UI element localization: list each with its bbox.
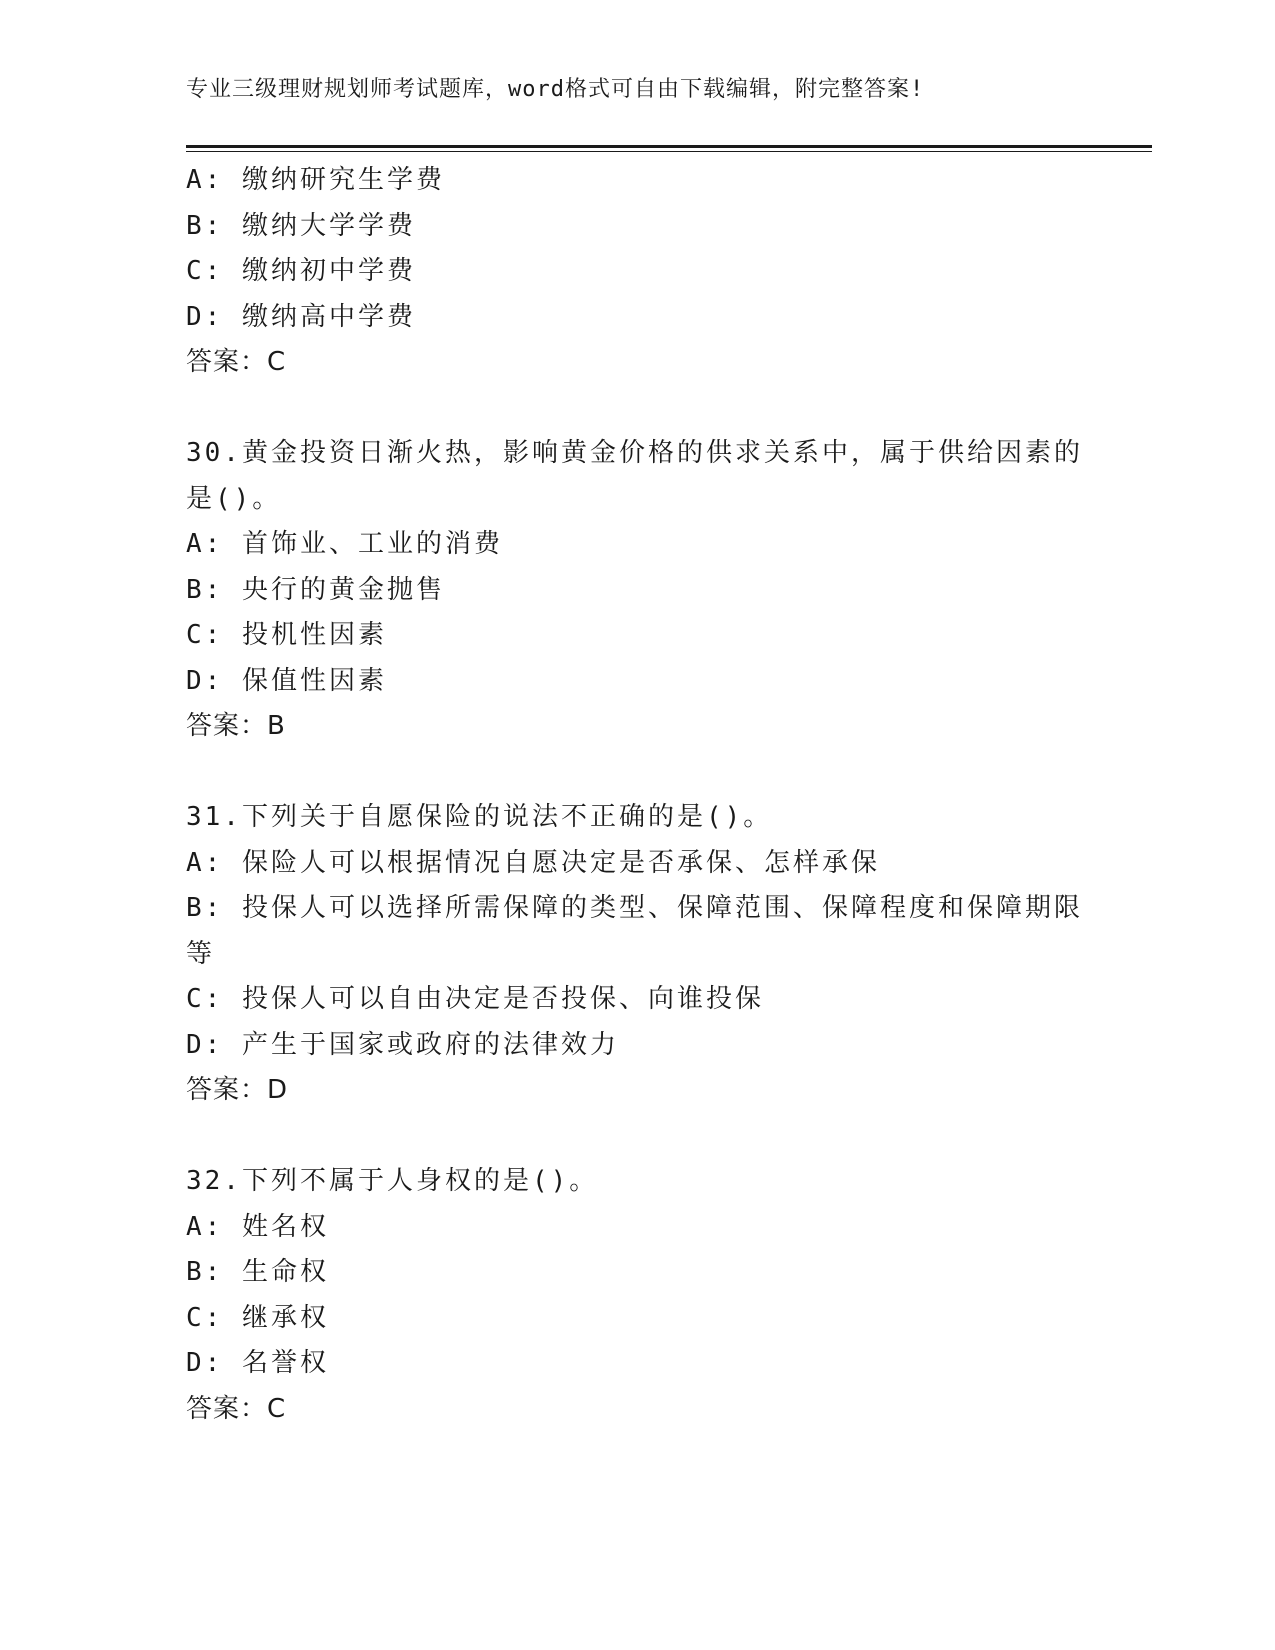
question-text: 30.黄金投资日渐火热，影响黄金价格的供求关系中，属于供给因素的是()。 (186, 438, 1083, 514)
question-text: 32.下列不属于人身权的是()。 (186, 1166, 599, 1196)
option-a: A: 缴纳研究生学费 (186, 165, 445, 195)
option-d: D: 产生于国家或政府的法律效力 (186, 1029, 619, 1060)
prev-question-block (186, 158, 1086, 386)
spacer (186, 750, 1086, 796)
page-header: 专业三级理财规划师考试题库，word格式可自由下载编辑，附完整答案! (186, 77, 925, 102)
answer: 答案：C (186, 347, 287, 377)
option-b: B: 缴纳大学学费 (186, 210, 416, 241)
option-a: A: 保险人可以根据情况自愿决定是否承保、怎样承保 (186, 847, 880, 878)
option-b: B: 投保人可以选择所需保障的类型、保障范围、保障程度和保障期限等 (186, 893, 1083, 969)
option-b: B: 生命权 (186, 1257, 329, 1287)
question-block-30 (186, 431, 1086, 750)
spacer (186, 1114, 1086, 1160)
option-d: D: 保值性因素 (186, 665, 387, 696)
question-text: 31.下列关于自愿保险的说法不正确的是()。 (186, 802, 773, 832)
answer: 答案：C (186, 1393, 287, 1424)
option-a: A: 首饰业、工业的消费 (186, 529, 503, 559)
header-rule-thin (186, 151, 1152, 152)
option-c: C: 投机性因素 (186, 620, 387, 650)
option-a: A: 姓名权 (186, 1211, 329, 1242)
question-block-31 (186, 795, 1086, 1114)
answer: 答案：B (186, 711, 286, 741)
option-d: D: 名誉权 (186, 1348, 329, 1378)
option-b: B: 央行的黄金抛售 (186, 574, 445, 605)
header-rule-thick (186, 145, 1152, 148)
spacer (186, 386, 1086, 432)
option-c: C: 缴纳初中学费 (186, 256, 416, 286)
option-c: C: 继承权 (186, 1302, 329, 1333)
question-block-32 (186, 1159, 1086, 1432)
answer: 答案：D (186, 1075, 289, 1105)
option-d: D: 缴纳高中学费 (186, 301, 416, 332)
option-c: C: 投保人可以自由决定是否投保、向谁投保 (186, 984, 764, 1014)
question-content (186, 158, 1086, 1432)
